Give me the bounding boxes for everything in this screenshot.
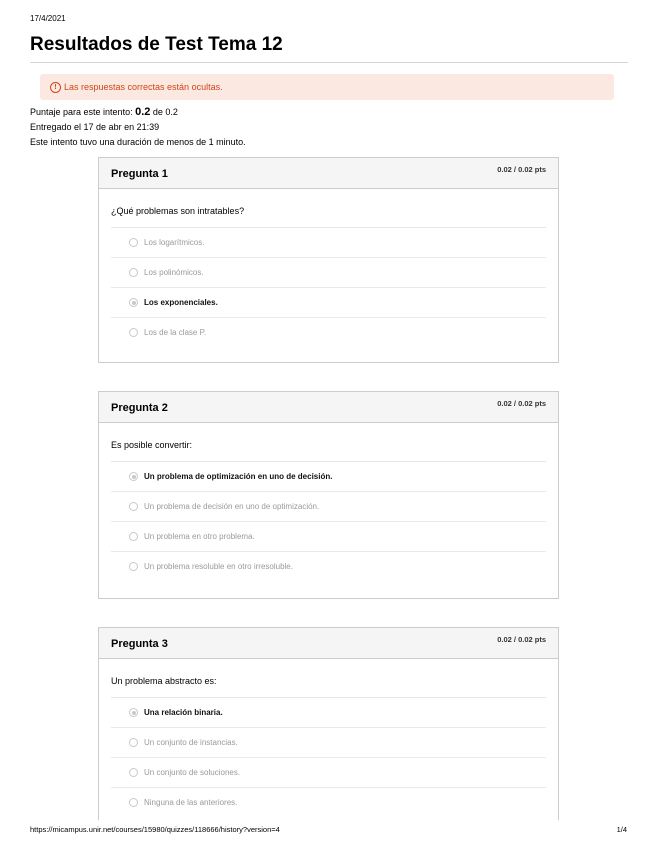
answer-label: Los logarítmicos. [144, 238, 205, 247]
radio-icon [129, 268, 138, 277]
question-header [99, 628, 558, 659]
answer-list [99, 462, 558, 581]
question-header [99, 392, 558, 423]
score-total: de 0.2 [150, 107, 178, 117]
answer-list [99, 698, 558, 817]
answer-option-selected[interactable] [111, 288, 546, 318]
hidden-answers-alert [40, 74, 614, 100]
answer-option-selected[interactable] [111, 462, 546, 492]
submitted-line: Entregado el 17 de abr en 21:39 [30, 122, 160, 132]
question-title: Pregunta 3 [111, 638, 168, 650]
answer-label: Los exponenciales. [144, 298, 218, 307]
question-card-1 [98, 157, 559, 363]
duration-line: Este intento tuvo una duración de menos de 1 minuto. [30, 137, 246, 147]
score-label: Puntaje para este intento: [30, 107, 136, 117]
radio-icon [129, 798, 138, 807]
warning-icon: ! [50, 82, 61, 93]
answer-list [99, 228, 558, 347]
question-text: Es posible convertir: [111, 440, 193, 450]
answer-label: Ninguna de las anteriores. [144, 798, 238, 807]
alert-text: Las respuestas correctas están ocultas. [64, 82, 223, 92]
question-header [99, 158, 558, 189]
answer-label: Los polinómicos. [144, 268, 204, 277]
answer-label: Un problema en otro problema. [144, 532, 255, 541]
answer-option[interactable] [111, 552, 546, 581]
answer-option[interactable] [111, 492, 546, 522]
answer-option[interactable] [111, 258, 546, 288]
answer-option[interactable] [111, 318, 546, 347]
answer-option[interactable] [111, 522, 546, 552]
question-title: Pregunta 1 [111, 168, 168, 180]
question-points: 0.02 / 0.02 pts [497, 165, 546, 174]
answer-label: Una relación binaria. [144, 708, 223, 717]
radio-icon [129, 238, 138, 247]
title-divider [30, 62, 628, 63]
page-title: Resultados de Test Tema 12 [30, 34, 283, 55]
score-value: 0.2 [135, 106, 151, 118]
answer-label: Un conjunto de instancias. [144, 738, 238, 747]
radio-selected-icon [129, 298, 138, 307]
radio-icon [129, 532, 138, 541]
footer-url: https://micampus.unir.net/courses/15980/quizzes/118666/history?version=4 [30, 825, 280, 834]
question-card-2 [98, 391, 559, 599]
question-card-3 [98, 627, 559, 820]
print-date: 17/4/2021 [30, 14, 66, 23]
question-text: ¿Qué problemas son intratables? [111, 206, 245, 216]
radio-selected-icon [129, 708, 138, 717]
radio-icon [129, 328, 138, 337]
page-number: 1/4 [616, 825, 627, 834]
radio-icon [129, 738, 138, 747]
answer-option[interactable] [111, 788, 546, 817]
radio-selected-icon [129, 472, 138, 481]
question-points: 0.02 / 0.02 pts [497, 399, 546, 408]
answer-label: Un problema resoluble en otro irresoluble. [144, 562, 293, 571]
answer-option[interactable] [111, 228, 546, 258]
radio-icon [129, 502, 138, 511]
score-line [30, 106, 178, 118]
answer-label: Un conjunto de soluciones. [144, 768, 241, 777]
question-points: 0.02 / 0.02 pts [497, 635, 546, 644]
question-text: Un problema abstracto es: [111, 676, 217, 686]
radio-icon [129, 562, 138, 571]
question-title: Pregunta 2 [111, 402, 168, 414]
answer-option[interactable] [111, 758, 546, 788]
answer-label: Un problema de optimización en uno de decisión. [144, 472, 333, 481]
answer-label: Un problema de decisión en uno de optimización. [144, 502, 320, 511]
answer-option[interactable] [111, 728, 546, 758]
answer-option-selected[interactable] [111, 698, 546, 728]
radio-icon [129, 768, 138, 777]
answer-label: Los de la clase P. [144, 328, 207, 337]
